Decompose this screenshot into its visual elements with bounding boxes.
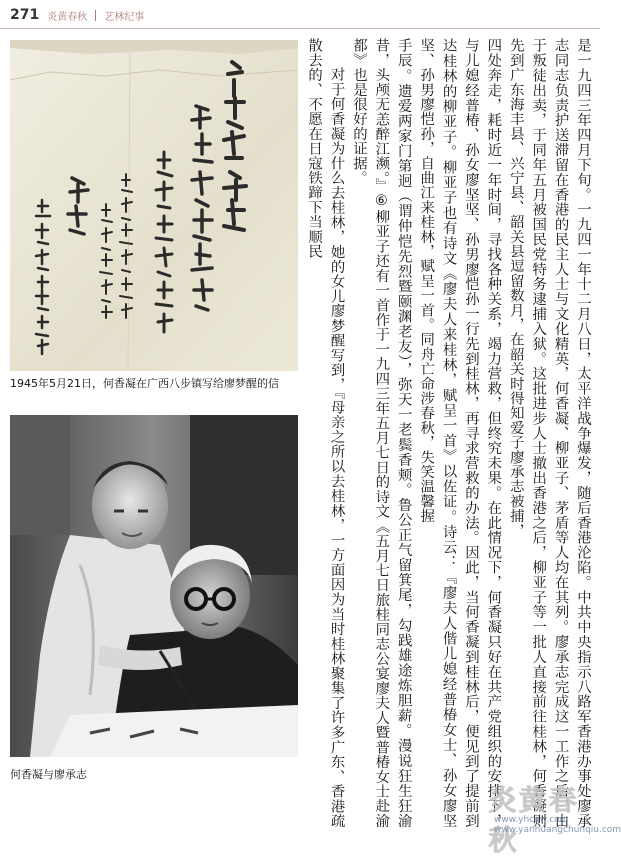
letter-illustration [10,40,298,371]
header-divider [95,10,96,21]
page-header [10,2,144,28]
page-number: 271 [10,7,40,23]
article-paragraph: 对于何香凝为什么去桂林，她的女儿廖梦醒写到，『母亲之所以去桂林，一方面因为当时桂林聚集了许多广东、香港疏散去的、不愿在日寇铁蹄下当顺民 [306,38,345,828]
article-paragraph: 手辰。遗爱两家门第迥（谓仲恺先烈暨颐渊老友），弥天一老鬓香颊。鲁公正气留箕尾，勾践雄途炼胆薪。漫说狂生狂渝昔，头颅无恙醉江濒。』⑥柳亚子还有一首作于一九四三年五月七日的诗文《五月七日旅桂同志公宴廖夫人暨普椿女士赴渝都》也是很好的证据。 [350,38,412,828]
article-paragraph: 是一九四三年四月下旬。一九四一年十二月八日，太平洋战争爆发，随后香港沦陷。中共中央指示八路军香港办事处廖承志同志负责护送滞留在香港的民主人士与文化精英，何香凝、柳亚子、茅盾等人均在其列。廖承志完成这一工作之后，由于叛徒出卖，于同年五月被国民党特务逮捕入狱。这批进步人士撤出香港之后，柳亚子等一批人直接前往桂林，何香凝则先到广东海丰县、兴宁县、韶关县逗留数月，在韶关时得知爱子廖承志被捕， [507,38,591,828]
watermark-mark: 炎黄春秋 [488,783,579,856]
watermark-url: www.yanhuangchunqiu.com [494,825,621,835]
section-name: 艺林纪事 [104,11,145,23]
article-paragraph: 四处奔走，耗时近一年时间，寻找各种关系，竭力营救，但终究未果。在此情况下，何香凝只好在共产党组织的安排下，与儿媳经普椿、孙女廖坚坚、孙男廖恺孙一行先到桂林，再寻求营救的办法。因此，当何香凝到桂林后，便见到了提前到达桂林的柳亚子。柳亚子也有诗文《廖夫人来桂林，赋呈一首》以佐证。诗云：『廖夫人偕儿媳经普椿女士、孙女廖坚坚、孙男廖恺孙，自曲江来桂林，赋呈一首。同舟亡命涉春秋，失笑温馨握 [418,38,502,828]
watermark-url: www.yhcqw.com [494,815,569,825]
portrait-caption: 何香凝与廖承志 [10,768,87,781]
header-rule [0,28,600,29]
article-body [302,38,594,828]
letter-photo [10,40,298,371]
portrait-illustration [10,415,298,757]
letter-caption: 1945年5月21日，何香凝在广西八步镇写给廖梦醒的信 [10,377,279,390]
portrait-photo [10,415,298,757]
journal-name: 炎黄春秋 [47,11,88,23]
